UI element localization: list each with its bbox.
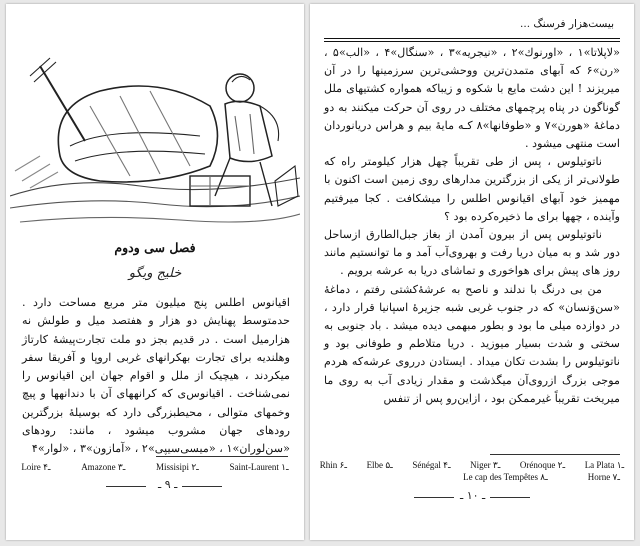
page-body-text bbox=[324, 44, 620, 408]
chapter-illustration bbox=[10, 46, 300, 234]
footnote: Saint-Laurent ـ۱ bbox=[229, 462, 289, 472]
footnote: La Plata ـ۱ bbox=[584, 460, 625, 470]
right-page bbox=[310, 4, 634, 540]
footnote-rule bbox=[490, 454, 620, 455]
paragraph: من بی درنگ با ندلند و ناصح به عرشهٔ‌کشتی رفتم ، دماغهٔ «سن‌وَنسان» که در جنوب غربی شبه جزیرهٔ اسپانیا قرار دارد ، در دوازده میلی ما بود و بطور مبهمی دیده میشد . باد جنوبی به سختی و شدت بسیار میوزید . دریا متلاطم و طوفانی بود و ناتوتیلوس را بشدت تکان میداد . ایستادن درروی عرشه‌که هردم موجی بزرگ ازروی‌آن میگذشت و مقدار زیادی آب به روی ما میریخت تقریباً غیرممکن بود ، ازاین‌رو پس از تنفس bbox=[324, 282, 620, 405]
page-number: ـ ۹ ـ bbox=[158, 478, 178, 491]
footnote: Horne ـ۷ bbox=[587, 472, 620, 482]
chapter-body-text: اقیانوس اطلس پنج میلیون متر مربع مساحت دارد . حدمتوسط پهنایش دو هزار و هفتصد میل و طولش نه هزارمیل است . در قدیم بجز دو ملت تجارت‌پیشهٔ کارتاژ وهلندیه برای تجارت بهکرانهای غربی اروپا و آفریقا سفر میکردند ، هیچیک از ملل و اقوام جهان این اقیانوس را نمی‌شناخت . اقیانوس‌ی که کرانههای آن با دندانهها و پیچ وخمهای متوالی ، محیطبزرگی دارد که بوسیلهٔ بزرگترین رودهای جهان مشروب میشود ، مانند: رودهای «سن‌لوران»۱ ، «میسی‌سیپی»۲ ، «آمازون»۳ ، «لوار»۴ bbox=[22, 296, 290, 456]
footnote: Missisipi ـ۲ bbox=[156, 462, 199, 472]
page-number-rule-left bbox=[414, 497, 454, 498]
page-number-rule-right bbox=[182, 486, 222, 487]
footnote: Elbe ـ۵ bbox=[366, 460, 393, 470]
footnotes-right-row1 bbox=[310, 460, 634, 471]
footnote: Sénégal ـ۴ bbox=[412, 460, 451, 470]
left-page bbox=[6, 4, 304, 540]
page-number-rule-right bbox=[490, 497, 530, 498]
footnote: Orénoque ـ۲ bbox=[519, 460, 566, 470]
footnotes-left bbox=[6, 462, 304, 473]
chapter-title: فصل سی ودوم bbox=[114, 240, 196, 255]
paragraph: «لاپلاتا»۱ ، «اورنوك»۲ ، «نیجریه»۳ ، «سنگال»۴ ، «الب»۵ ، «رن»۶ که آبهای متمدن‌ترین ووحشی‌ترین سرزمینها را در آن میریزند ! این دشت مایع با شکوه و زیباکه همواره کشتیهای ملل گوناگون در پناه پرچمهای مختلف در روی آن حرکت میکنند به دو دماغهٔ «هورن»۷ و «طوفانها»۸ کـه مایهٔ بیم و هراس دریانوردان است منتهی میشود . bbox=[324, 46, 621, 151]
footnote: Loire ـ۴ bbox=[21, 462, 51, 472]
footnote: Rhin ـ۶ bbox=[319, 460, 348, 470]
header-rule-thin bbox=[324, 41, 620, 42]
footnote: Amazone ـ۳ bbox=[81, 462, 126, 472]
footnote: Niger ـ۳ bbox=[470, 460, 501, 470]
paragraph: ناتوتیلوس ، پس از طی تقریباً چهل هزار کیلومتر راه که طولانی‌تر از یکی از بزرگترین مدارهای روی زمین است اکنون با مهمیز خود آبهای اقیانوس اطلس را میشکافت . کجا میرفتیم وآینده ، چهها برای ما ذخیره‌کرده بود ؟ bbox=[324, 155, 620, 223]
footnote-rule bbox=[156, 456, 288, 457]
page-number-rule-left bbox=[106, 486, 146, 487]
paragraph: ناتوتیلوس پس از بیرون آمدن از بغاز جبل‌الطارق ازساحل دور شد و به میان دریا رفت و بهروی‌آب آمد و ما توانستیم مانند روز های پیش برای هواخوری و تماشای دریا به عرشه برویم . bbox=[324, 228, 620, 278]
footnotes-right-row2 bbox=[310, 472, 634, 483]
footnote: Le cap des Tempêtes ـ۸ bbox=[463, 472, 548, 482]
header-rule bbox=[324, 38, 620, 39]
page-number: ـ ۱۰ ـ bbox=[460, 489, 486, 502]
running-head: بیست‌هزار فرسنگ ... bbox=[520, 18, 614, 30]
chapter-subtitle: خلیج ویگو bbox=[128, 266, 182, 281]
